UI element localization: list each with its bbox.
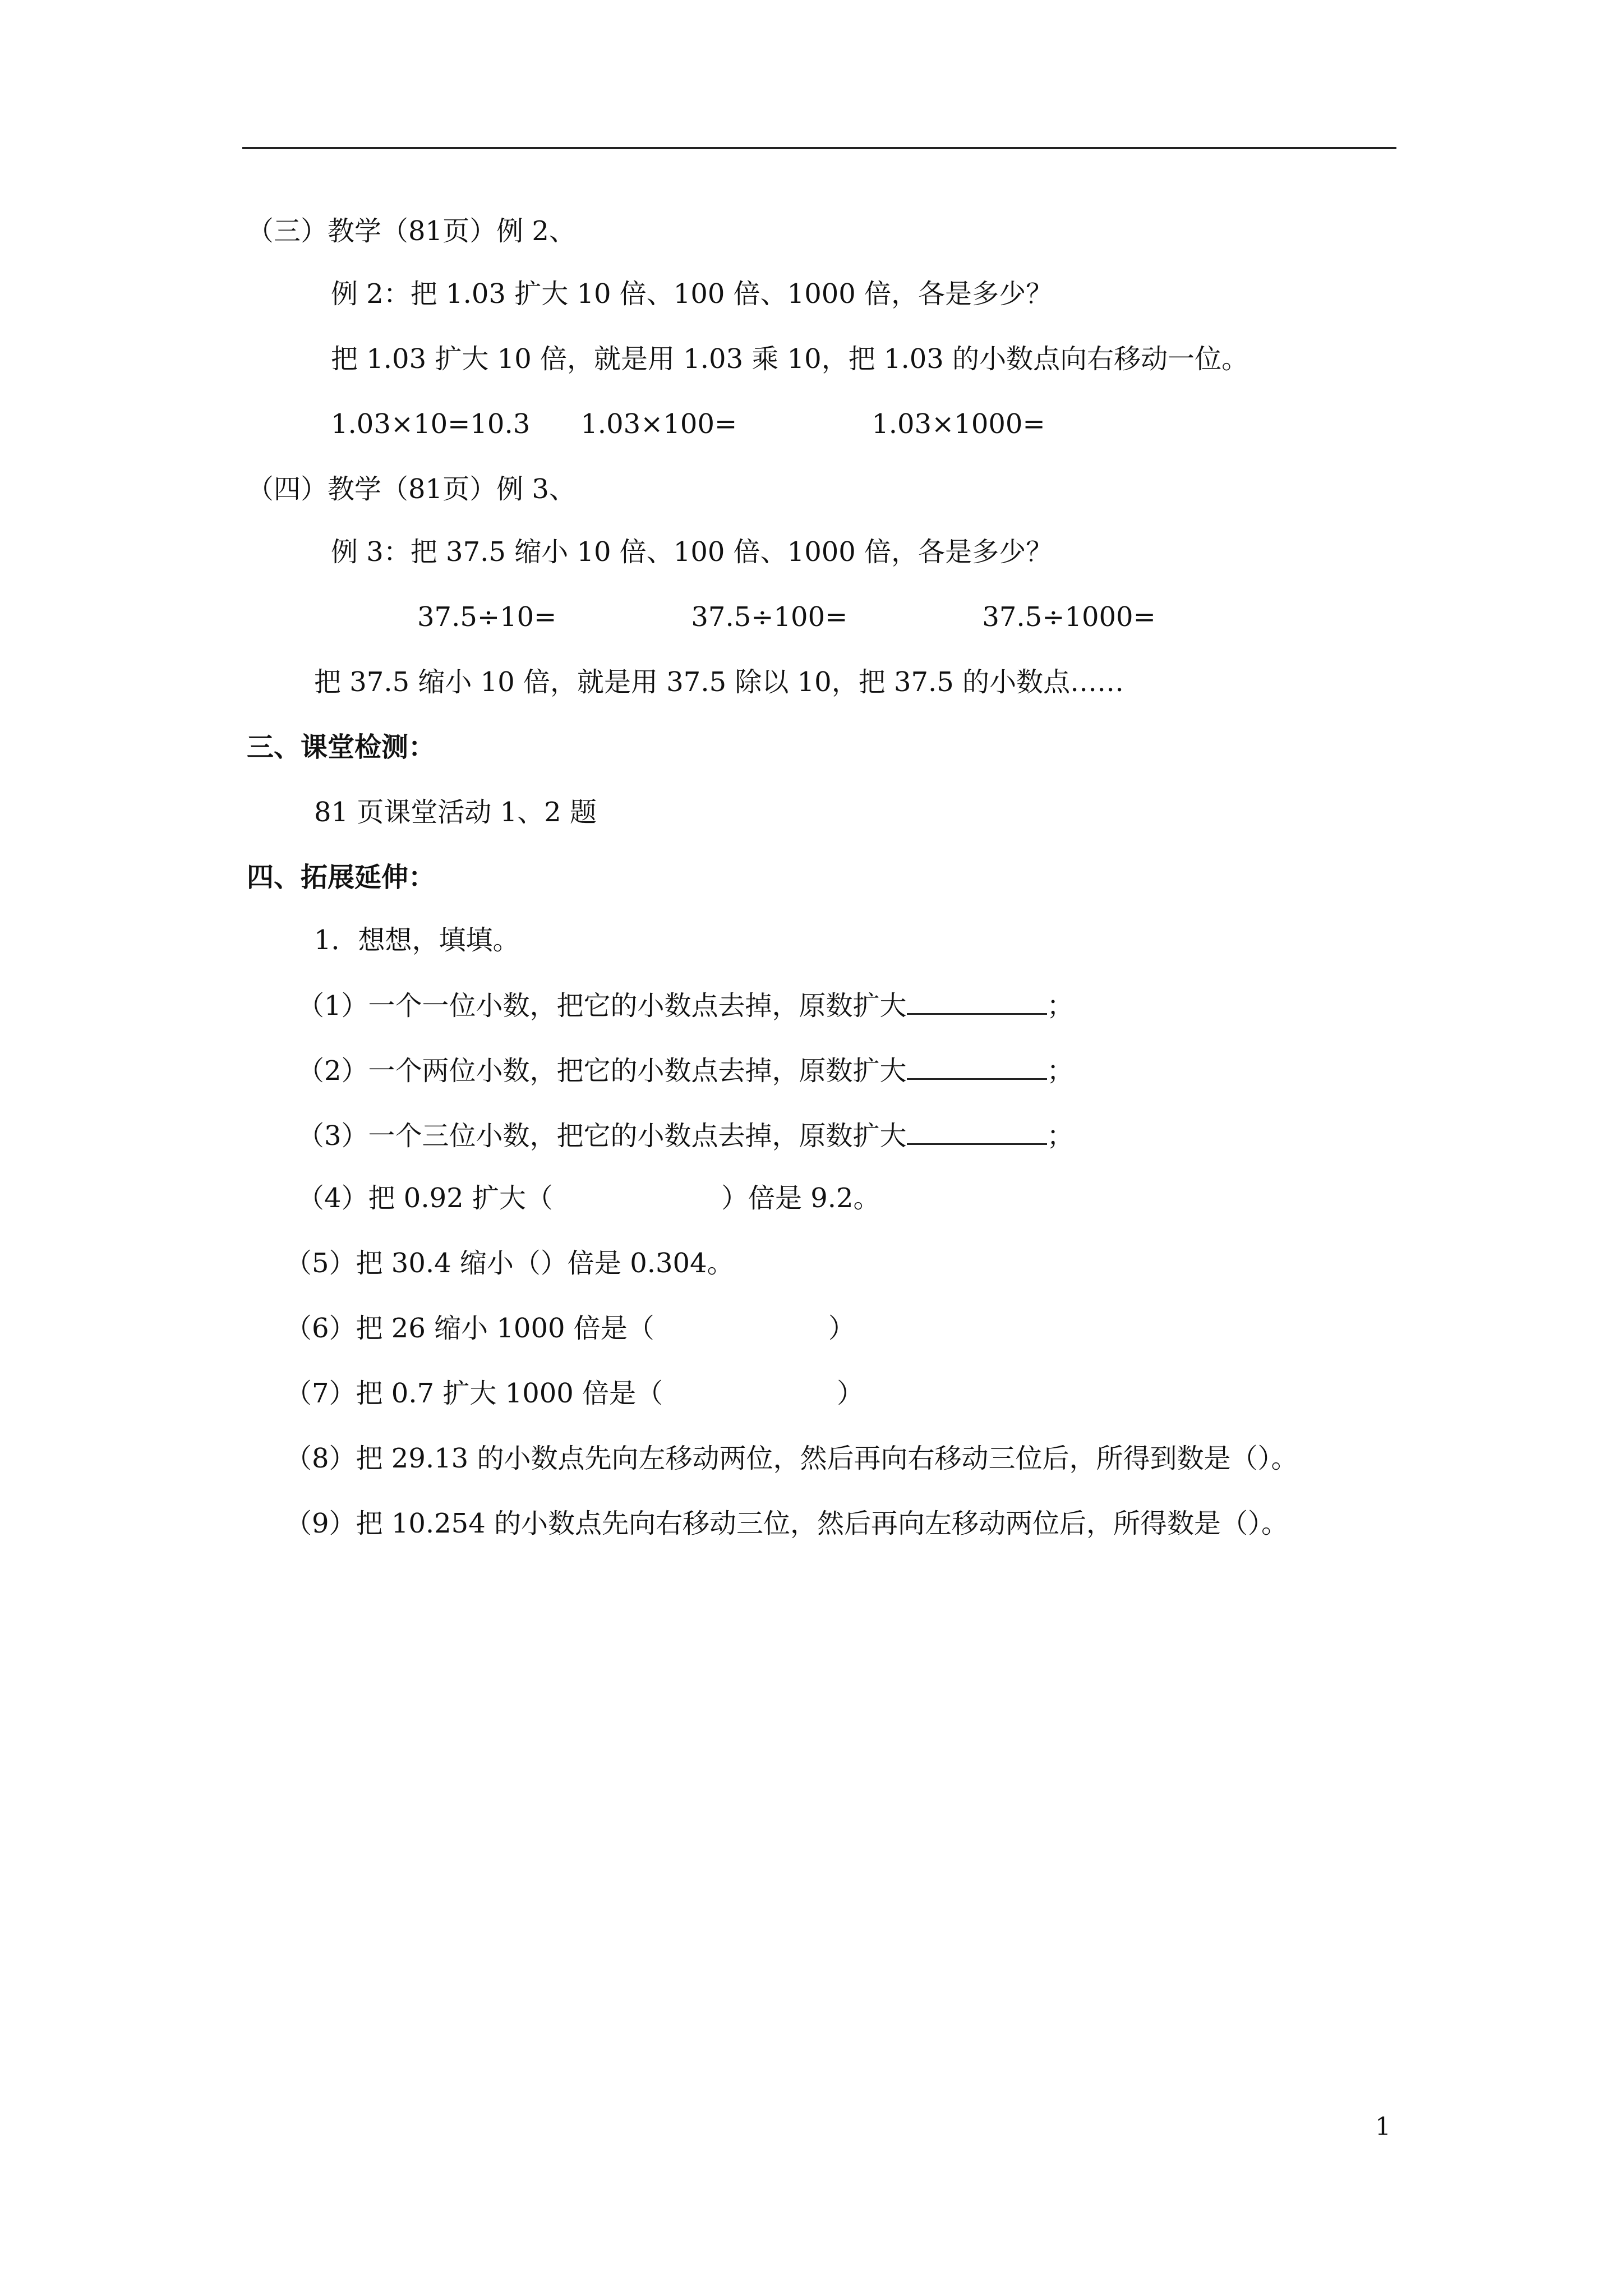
question-item-3 (297, 1119, 1074, 1153)
answer-blank (907, 988, 1047, 1015)
question-item-6 (285, 1312, 855, 1345)
question-suffix: ） (828, 1313, 855, 1344)
part-3-heading: 三、课堂检测： (247, 731, 436, 763)
question-item-9: （9）把 10.254 的小数点先向右移动三位，然后再向左移动两位后，所得数是（）。 (285, 1508, 1289, 1539)
question-text: （7）把 0.7 扩大 1000 倍是（ (285, 1378, 663, 1409)
example-3-calculations (417, 600, 1156, 634)
example-2-question: 例 2：把 1.03 扩大 10 倍、100 倍、1000 倍，各是多少？ (331, 278, 1053, 310)
example-2-calculations (331, 407, 1045, 441)
calc-3: 1.03×1000= (872, 408, 1045, 440)
question-text: （6）把 26 缩小 1000 倍是（ (285, 1313, 654, 1344)
part-4-heading: 四、拓展延伸： (247, 862, 436, 893)
example-3-explanation: 把 37.5 缩小 10 倍，就是用 37.5 除以 10，把 37.5 的小数点…… (314, 666, 1124, 698)
question-item-1 (297, 988, 1074, 1023)
question-item-2 (297, 1053, 1074, 1088)
answer-blank (907, 1053, 1047, 1080)
calc-1: 37.5÷10= (417, 601, 557, 633)
part-3-text: 81 页课堂活动 1、2 题 (314, 797, 597, 828)
section-4-heading: （四）教学（81页）例 3、 (247, 473, 576, 505)
question-item-7 (285, 1377, 864, 1410)
example-3-question: 例 3：把 37.5 缩小 10 倍、100 倍、1000 倍，各是多少？ (331, 536, 1053, 568)
question-item-5: （5）把 30.4 缩小（）倍是 0.304。 (285, 1248, 734, 1279)
question-text: （2）一个两位小数，把它的小数点去掉，原数扩大 (297, 1055, 907, 1087)
question-suffix: ； (1046, 990, 1074, 1022)
header-rule (242, 147, 1396, 149)
question-suffix: ； (1046, 1120, 1074, 1152)
question-suffix: ）倍是 9.2。 (721, 1182, 880, 1214)
question-item-8: （8）把 29.13 的小数点先向左移动两位，然后再向右移动三位后，所得到数是（）。 (285, 1443, 1298, 1474)
question-suffix: ） (837, 1378, 864, 1409)
question-item-4 (297, 1181, 880, 1215)
question-text: （3）一个三位小数，把它的小数点去掉，原数扩大 (297, 1120, 907, 1152)
calc-2: 37.5÷100= (691, 601, 848, 633)
calc-3: 37.5÷1000= (982, 601, 1156, 633)
example-2-explanation: 把 1.03 扩大 10 倍，就是用 1.03 乘 10，把 1.03 的小数点向右移动一位。 (331, 343, 1249, 375)
calc-1: 1.03×10=10.3 (331, 408, 531, 440)
answer-blank (907, 1119, 1047, 1145)
question-text: （4）把 0.92 扩大（ (297, 1182, 553, 1214)
section-3-heading: （三）教学（81页）例 2、 (247, 215, 576, 247)
question-suffix: ； (1046, 1055, 1074, 1087)
question-1-title: 1．想想，填填。 (314, 924, 520, 956)
question-text: （1）一个一位小数，把它的小数点去掉，原数扩大 (297, 990, 907, 1022)
page-number: 1 (1375, 2113, 1391, 2141)
calc-2: 1.03×100= (580, 408, 737, 440)
